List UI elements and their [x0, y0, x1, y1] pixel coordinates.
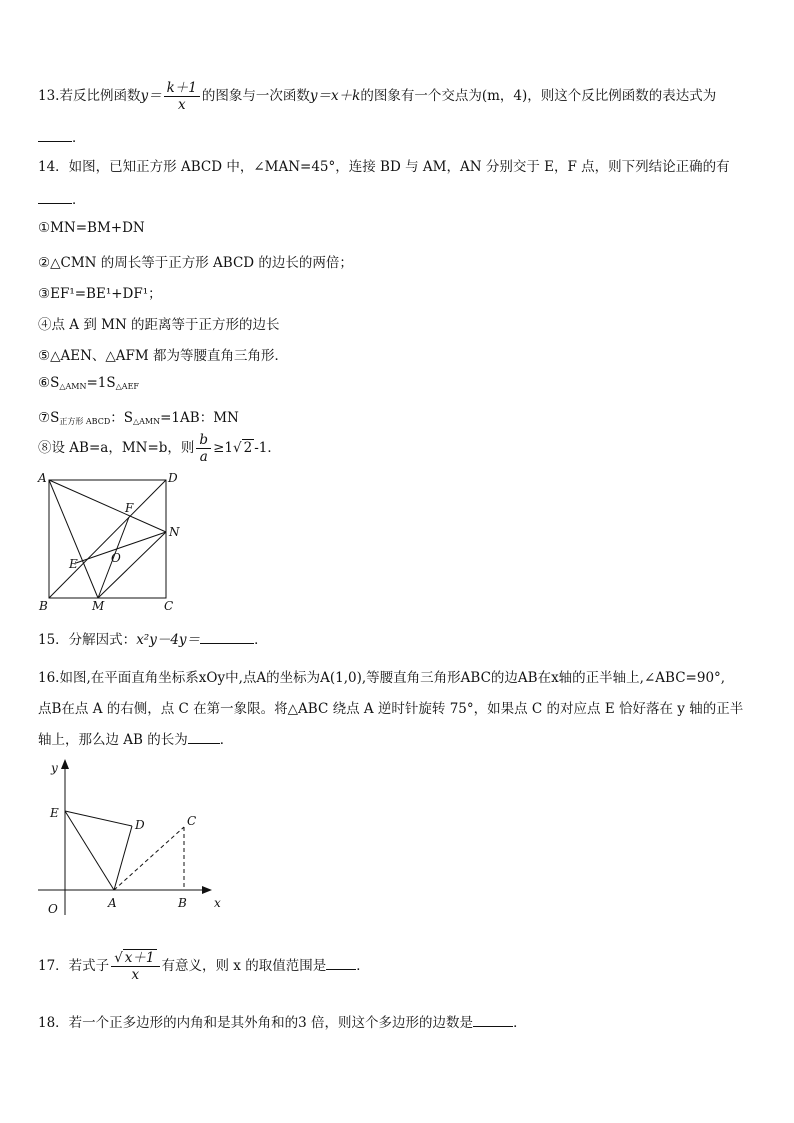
segment-an [49, 480, 166, 532]
opt7-text-a: ⑦S [38, 410, 60, 426]
q15-expression: x²y－4y＝ [136, 632, 201, 648]
opt7-sub1: 正方形 ABCD [59, 417, 111, 426]
opt7-text-b: ：S [110, 410, 133, 426]
q14-option-1: ①MN=BM+DN [38, 220, 145, 236]
segment-mn [98, 532, 166, 598]
q18-line [38, 1011, 527, 1031]
q17-prefix: 17．若式子 [38, 958, 110, 974]
q13-prefix: 13.若反比例函数 [38, 88, 141, 104]
label-o2: O [48, 902, 58, 916]
q14-option-4: ④点 A 到 MN 的距离等于正方形的边长 [38, 317, 280, 333]
q14-option-2: ②△CMN 的周长等于正方形 ABCD 的边长的两倍； [38, 255, 353, 271]
q16-line2: 点B在点 A 的右侧，点 C 在第一象限。将△ABC 绕点 A 逆时针旋转 75°，如果点 C 的对应点 E 恰好落在 y 轴的正半 [38, 701, 744, 717]
opt8-text-a: ⑧设 AB=a，MN=b，则 [38, 440, 195, 456]
q16-coordinate-figure [36, 755, 236, 920]
q13-linear: y＝x＋k [309, 88, 361, 104]
q13-line2 [38, 126, 86, 146]
label-n: N [169, 525, 180, 539]
q13-answer-blank[interactable] [38, 127, 72, 142]
label-e: E [69, 557, 78, 571]
q18-text: 18．若一个正多边形的内角和是其外角和的3 倍，则这个多边形的边数是 [38, 1015, 474, 1031]
label-b2: B [178, 896, 187, 910]
segment-bd [49, 480, 166, 598]
opt6-text-b: =1S [86, 375, 116, 391]
q13-fraction [164, 80, 200, 113]
q13-middle: 的图象与一次函数 [201, 88, 310, 104]
opt8-num: b [196, 432, 211, 449]
q18-end: ． [513, 1015, 527, 1031]
label-c2: C [187, 814, 197, 828]
q14-square-figure [36, 470, 186, 615]
q14-end: ． [72, 192, 86, 208]
label-o: O [111, 551, 121, 565]
q14-option-6 [38, 375, 139, 391]
opt8-text-c: -1． [254, 440, 281, 456]
q15-answer-blank[interactable] [200, 629, 254, 644]
segment-ea [65, 811, 114, 890]
q17-end: ． [356, 958, 370, 974]
q15-end: ． [254, 632, 268, 648]
q17-answer-blank[interactable] [326, 955, 356, 970]
opt8-radicand: 2 [243, 440, 253, 456]
opt7-text-c: =1AB：MN [160, 410, 239, 426]
x-axis-arrow-icon [202, 886, 212, 894]
q13-frac-den: x [177, 97, 186, 113]
q14-option-7 [38, 406, 239, 427]
y-axis-arrow-icon [61, 759, 69, 769]
q15-prefix: 15．分解因式： [38, 632, 137, 648]
q13-suffix: 的图象有一个交点为(m，4)，则这个反比例函数的表达式为 [360, 88, 717, 104]
label-b: B [39, 599, 48, 613]
q16-line3 [38, 728, 233, 748]
q13-y: y＝ [140, 88, 162, 104]
q17-denominator: x [131, 967, 140, 983]
q17-suffix: 有意义，则 x 的取值范围是 [161, 958, 327, 974]
q14-blank-line [38, 188, 86, 208]
q17-fraction [111, 950, 159, 983]
sqrt-icon: √ [114, 950, 123, 966]
label-d: D [168, 471, 178, 485]
q16-answer-blank[interactable] [188, 729, 220, 744]
segment-da [114, 826, 132, 890]
q14-option-5: ⑤△AEN、△AFM 都为等腰直角三角形． [38, 348, 289, 364]
sqrt-icon: √ [232, 440, 242, 456]
segment-ed [65, 811, 132, 826]
label-c: C [164, 599, 174, 613]
q13-end: ． [72, 130, 86, 146]
label-m: M [92, 599, 105, 613]
label-y: y [51, 761, 58, 775]
q14-stem: 14．如图，已知正方形 ABCD 中，∠MAN=45°，连接 BD 与 AM，AN 分别交于 E，F 点，则下列结论正确的有 [38, 159, 730, 175]
label-a2: A [108, 896, 117, 910]
q17-radicand: x＋1 [124, 950, 155, 966]
label-d2: D [135, 818, 145, 832]
opt6-sub1: △AMN [59, 382, 87, 391]
q17-numerator [111, 950, 159, 967]
q17-line [38, 950, 370, 983]
segment-ac-dashed [114, 827, 184, 890]
opt6-text-a: ⑥S [38, 375, 60, 391]
opt8-fraction [196, 432, 211, 465]
opt7-sub2: △AMN [133, 417, 161, 426]
segment-am [49, 480, 98, 598]
q18-answer-blank[interactable] [473, 1012, 513, 1027]
q16-line1: 16.如图,在平面直角坐标系xOy中,点A的坐标为A(1,0),等腰直角三角形ABC的边AB在x轴的正半轴上,∠ABC=90°, [38, 670, 726, 686]
opt6-sub2: △AEF [115, 382, 139, 391]
q13-frac-num: k＋1 [164, 80, 200, 97]
q13-line1 [38, 80, 716, 113]
opt8-text-b: ≥1 [213, 440, 233, 456]
q14-option-8 [38, 432, 281, 465]
q16-end: ． [219, 732, 234, 748]
q14-option-3: ③EF¹=BE¹+DF¹； [38, 286, 162, 302]
q15-line [38, 628, 268, 648]
label-e2: E [50, 806, 59, 820]
label-a: A [38, 471, 47, 485]
q14-answer-blank[interactable] [38, 189, 72, 204]
q16-line3-text: 轴上，那么边 AB 的长为 [38, 732, 188, 748]
label-x: x [214, 896, 221, 910]
opt8-den: a [199, 449, 208, 465]
label-f: F [125, 501, 134, 515]
